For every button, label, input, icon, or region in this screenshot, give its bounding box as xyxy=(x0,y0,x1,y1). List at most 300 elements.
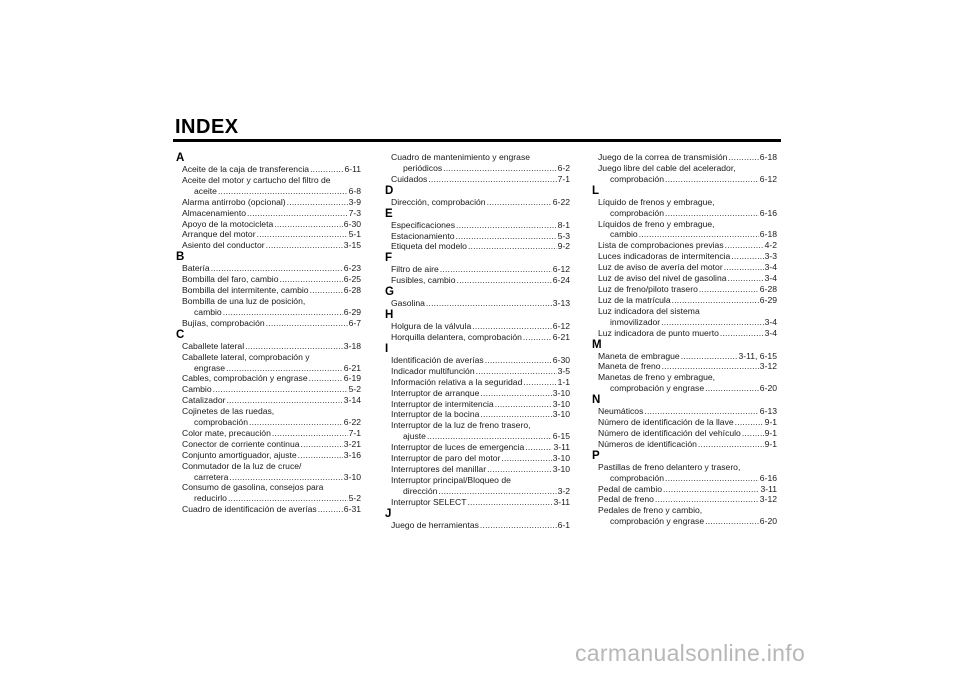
index-entry xyxy=(385,220,570,231)
entry-text: Pedal de cambio xyxy=(598,483,663,494)
entry-text: Cuadro de identificación de averías xyxy=(182,504,317,515)
entry-text: Interruptor de intermitencia xyxy=(391,398,494,409)
entry-text: Holgura de la válvula xyxy=(391,321,472,332)
index-entry xyxy=(176,341,361,352)
leader-dots xyxy=(705,516,759,527)
page-number: 4-2 xyxy=(764,240,777,251)
entry-text: reducirlo xyxy=(194,493,227,504)
index-entry xyxy=(385,366,570,377)
entry-text: comprobación y engrase xyxy=(610,516,705,527)
leader-dots xyxy=(495,399,552,410)
index-entry xyxy=(385,264,570,275)
leader-dots xyxy=(287,197,348,208)
index-entry xyxy=(385,355,570,366)
watermark: carmanualsonline.info xyxy=(575,640,806,666)
entry-text: Conmutador de la luz de cruce/ xyxy=(182,460,302,471)
entry-text: Horquilla delantera, comprobación xyxy=(391,331,522,342)
entry-text: inmovilizador xyxy=(610,316,661,327)
entry-text: Cuadro de mantenimiento y engrase xyxy=(391,152,531,162)
index-letter-heading: J xyxy=(385,507,392,520)
page-number: 6-23 xyxy=(343,263,361,274)
leader-dots xyxy=(731,251,763,262)
index-letter-heading: G xyxy=(385,286,394,299)
index-entry xyxy=(592,197,777,219)
index-entry xyxy=(592,428,777,439)
entry-text: cambio xyxy=(610,229,638,240)
page-number: 3-21 xyxy=(343,438,361,449)
entry-text: Bombilla de una luz de posición, xyxy=(182,295,306,306)
page-number: 3-13 xyxy=(552,298,570,309)
page-number: 6-18 xyxy=(759,229,777,240)
entry-text: Catalizador xyxy=(182,395,226,406)
page-number: 3-2 xyxy=(557,485,570,496)
leader-dots xyxy=(476,366,557,377)
page-number: 3-9 xyxy=(348,196,361,207)
leader-dots xyxy=(213,384,348,395)
index-entry xyxy=(385,442,570,453)
entry-text: carretera xyxy=(194,471,229,482)
page-number: 6-19 xyxy=(343,373,361,384)
page-number: 3-11, 6-15 xyxy=(738,350,777,361)
leader-dots xyxy=(310,285,343,296)
index-entry xyxy=(176,439,361,450)
leader-dots xyxy=(266,240,343,251)
page-number: 6-15 xyxy=(552,431,570,442)
page-number: 5-1 xyxy=(348,229,361,240)
entry-text: Indicador multifunción xyxy=(391,365,475,376)
leader-dots xyxy=(480,520,557,531)
leader-dots xyxy=(274,219,343,230)
entry-text: Cuidados xyxy=(391,173,428,184)
entry-text: Números de identificación xyxy=(598,438,697,449)
leader-dots xyxy=(720,328,764,339)
entry-text: Número de identificación del vehículo xyxy=(598,427,741,438)
page-number: 6-11 xyxy=(344,164,361,174)
leader-dots xyxy=(681,351,738,362)
page-number: 3-4 xyxy=(764,316,777,327)
index-entry xyxy=(385,275,570,286)
index-letter-heading: D xyxy=(385,184,394,197)
leader-dots xyxy=(699,284,759,295)
index-entry xyxy=(592,219,777,241)
page-number: 7-1 xyxy=(348,427,361,438)
leader-dots xyxy=(725,240,764,251)
index-letter-heading: C xyxy=(176,328,185,341)
leader-dots xyxy=(318,504,343,515)
page-number: 6-30 xyxy=(552,354,570,365)
leader-dots xyxy=(309,373,343,384)
leader-dots xyxy=(487,197,552,208)
index-entry xyxy=(592,406,777,417)
entry-text: Pedal de freno xyxy=(598,494,654,505)
page-number: 3-5 xyxy=(557,365,570,376)
leader-dots xyxy=(663,484,759,495)
entry-text: Gasolina xyxy=(391,298,425,309)
page-number: 6-18 xyxy=(759,152,777,162)
leader-dots xyxy=(662,361,759,372)
leader-dots xyxy=(480,388,551,399)
index-entry xyxy=(176,384,361,395)
entry-text: Luz de la matrícula xyxy=(598,294,671,305)
leader-dots xyxy=(487,464,552,475)
entry-text: periódicos xyxy=(403,162,443,173)
page-number: 6-31 xyxy=(343,504,361,515)
page-number: 5-3 xyxy=(557,230,570,241)
leader-dots xyxy=(280,274,343,285)
page-number: 9-1 xyxy=(764,427,777,438)
entry-text: Alarma antirrobo (opcional) xyxy=(182,196,286,207)
entry-text: Cambio xyxy=(182,384,212,395)
leader-dots xyxy=(223,307,343,318)
page-number: 8-1 xyxy=(557,219,570,230)
entry-text: aceite xyxy=(194,185,217,196)
leader-dots xyxy=(705,383,759,394)
index-entry xyxy=(385,420,570,442)
index-entry xyxy=(176,274,361,285)
page-number: 3-4 xyxy=(764,327,777,338)
index-entry xyxy=(385,152,570,174)
leader-dots xyxy=(427,431,552,442)
page-number: 6-29 xyxy=(759,294,777,305)
entry-text: Apoyo de la motocicleta xyxy=(182,218,274,229)
index-entry xyxy=(385,174,570,185)
index-column-3 xyxy=(592,152,777,527)
page-number: 3-4 xyxy=(764,262,777,273)
page-number: 6-16 xyxy=(759,472,777,483)
page-number: 6-7 xyxy=(348,317,361,328)
leader-dots xyxy=(229,472,342,483)
leader-dots xyxy=(655,494,759,505)
leader-dots xyxy=(523,332,552,343)
entry-text: Líquidos de freno y embrague, xyxy=(598,218,715,229)
entry-text: Líquido de frenos y embrague, xyxy=(598,196,715,207)
index-entry xyxy=(176,285,361,296)
entry-text: Información relativa a la seguridad xyxy=(391,376,523,387)
page-number: 6-2 xyxy=(557,162,570,173)
index-entry xyxy=(592,439,777,450)
index-entry xyxy=(592,262,777,273)
entry-text: Maneta de freno xyxy=(598,361,661,372)
index-entry xyxy=(592,152,777,163)
leader-dots xyxy=(665,208,759,219)
leader-dots xyxy=(443,163,556,174)
index-entry xyxy=(385,231,570,242)
index-letter-heading: A xyxy=(176,152,185,164)
index-entry xyxy=(592,295,777,306)
index-letter-heading: P xyxy=(592,449,600,462)
leader-dots xyxy=(266,318,348,329)
page-number: 7-1 xyxy=(557,173,570,184)
leader-dots xyxy=(480,409,551,420)
index-entry xyxy=(176,450,361,461)
index-entry xyxy=(176,428,361,439)
entry-text: Asiento del conductor xyxy=(182,240,265,251)
entry-text: comprobación xyxy=(610,472,664,483)
entry-text: comprobación xyxy=(610,173,664,184)
entry-text: Etiqueta del modelo xyxy=(391,241,467,252)
index-letter-heading: N xyxy=(592,394,601,407)
index-entry xyxy=(176,296,361,318)
entry-text: Batería xyxy=(182,263,210,274)
index-entry xyxy=(592,494,777,505)
entry-text: Número de identificación de la llave xyxy=(598,417,734,428)
entry-text: ajuste xyxy=(403,431,426,442)
index-entry xyxy=(176,175,361,197)
leader-dots xyxy=(456,275,551,286)
leader-dots xyxy=(468,241,557,252)
leader-dots xyxy=(218,186,348,197)
page-number: 6-25 xyxy=(343,274,361,285)
leader-dots xyxy=(661,317,763,328)
index-entry xyxy=(176,164,361,175)
entry-text: Manetas de freno y embrague, xyxy=(598,372,716,383)
index-entry xyxy=(592,462,777,484)
leader-dots xyxy=(472,321,552,332)
page-number: 3-12 xyxy=(759,361,777,372)
index-entry xyxy=(592,240,777,251)
index-entry xyxy=(176,197,361,208)
entry-text: Neumáticos xyxy=(598,406,644,417)
index-entry xyxy=(176,229,361,240)
leader-dots xyxy=(485,355,552,366)
index-entry xyxy=(592,361,777,372)
page-number: 3-12 xyxy=(759,494,777,505)
entry-text: Maneta de embrague xyxy=(598,350,680,361)
index-letter-heading: M xyxy=(592,338,602,351)
index-entry xyxy=(176,352,361,374)
entry-text: Interruptor de arranque xyxy=(391,387,480,398)
entry-text: Color mate, precaución xyxy=(182,427,271,438)
leader-dots xyxy=(226,395,342,406)
title-rule xyxy=(173,139,781,142)
entry-text: Lista de comprobaciones previas xyxy=(598,240,724,251)
index-entry xyxy=(592,417,777,428)
page-number: 6-30 xyxy=(343,218,361,229)
index-entry xyxy=(592,328,777,339)
entry-text: Aceite del motor y cartucho del filtro de xyxy=(182,174,331,185)
page-number: 3-10 xyxy=(552,463,570,474)
entry-text: comprobación xyxy=(610,207,664,218)
leader-dots xyxy=(272,428,348,439)
page-number: 6-8 xyxy=(348,185,361,196)
leader-dots xyxy=(728,273,764,284)
index-column-1 xyxy=(176,152,361,515)
entry-text: Pedales de freno y cambio, xyxy=(598,505,703,516)
entry-text: comprobación xyxy=(194,417,248,428)
leader-dots xyxy=(665,473,759,484)
entry-text: Interruptor de paro del motor xyxy=(391,453,501,464)
entry-text: Caballete lateral, comprobación y xyxy=(182,351,310,362)
entry-text: Bombilla del faro, cambio xyxy=(182,274,279,285)
index-entry xyxy=(385,520,570,531)
entry-text: Conector de corriente continua xyxy=(182,438,300,449)
entry-text: Caballete lateral xyxy=(182,340,245,351)
index-entry xyxy=(385,497,570,508)
index-entry xyxy=(176,373,361,384)
leader-dots xyxy=(245,341,343,352)
entry-text: Interruptor principal/Bloqueo de xyxy=(391,474,511,485)
index-entry xyxy=(385,241,570,252)
index-letter-heading: E xyxy=(385,207,393,220)
entry-text: Bombilla del intermitente, cambio xyxy=(182,285,309,296)
entry-text: Luz indicadora de punto muerto xyxy=(598,327,719,338)
index-letter-heading: B xyxy=(176,251,185,264)
page-number: 5-2 xyxy=(348,384,361,395)
leader-dots xyxy=(228,493,348,504)
entry-text: cambio xyxy=(194,306,222,317)
leader-dots xyxy=(456,231,557,242)
page-number: 6-21 xyxy=(343,362,361,373)
leader-dots xyxy=(301,439,343,450)
entry-text: Almacenamiento xyxy=(182,207,247,218)
leader-dots xyxy=(428,174,556,185)
index-entry xyxy=(385,321,570,332)
entry-text: Filtro de aire xyxy=(391,264,439,275)
page-number: 9-1 xyxy=(764,417,777,428)
index-entry xyxy=(176,504,361,515)
leader-dots xyxy=(644,406,758,417)
index-entry xyxy=(385,475,570,497)
page-number: 3-11 xyxy=(553,442,570,453)
page-number: 9-2 xyxy=(557,241,570,252)
leader-dots xyxy=(639,229,759,240)
index-entry xyxy=(592,273,777,284)
entry-text: Interruptor de la luz de freno trasero, xyxy=(391,420,531,431)
page-number: 6-28 xyxy=(759,283,777,294)
page-number: 3-16 xyxy=(343,449,361,460)
page-number: 3-14 xyxy=(343,395,361,406)
leader-dots xyxy=(728,152,758,163)
page-number: 6-13 xyxy=(759,406,777,417)
index-letter-heading: I xyxy=(385,342,389,355)
leader-dots xyxy=(249,417,343,428)
page-title: INDEX xyxy=(175,116,239,138)
page-number: 3-10 xyxy=(552,398,570,409)
leader-dots xyxy=(501,453,551,464)
page-number: 3-10 xyxy=(552,453,570,464)
page-number: 3-10 xyxy=(552,409,570,420)
page-number: 6-21 xyxy=(552,331,570,342)
index-entry xyxy=(592,351,777,362)
index-entry xyxy=(592,251,777,262)
index-entry xyxy=(385,332,570,343)
entry-text: engrase xyxy=(194,362,226,373)
index-entry xyxy=(176,482,361,504)
leader-dots xyxy=(525,442,552,453)
leader-dots xyxy=(298,450,343,461)
index-entry xyxy=(176,219,361,230)
page-number: 6-1 xyxy=(557,519,570,530)
index-entry xyxy=(385,377,570,388)
leader-dots xyxy=(211,263,343,274)
leader-dots xyxy=(426,298,552,309)
entry-text: Identificación de averías xyxy=(391,354,484,365)
entry-text: Cojinetes de las ruedas, xyxy=(182,406,275,417)
index-entry xyxy=(176,406,361,428)
leader-dots xyxy=(310,164,343,175)
entry-text: Consumo de gasolina, consejos para xyxy=(182,482,324,493)
entry-text: Pastillas de freno delantero y trasero, xyxy=(598,461,741,472)
entry-text: Luces indicadoras de intermitencia xyxy=(598,251,731,262)
entry-text: Interruptor de la bocina xyxy=(391,409,480,420)
page-number: 3-11 xyxy=(760,483,777,494)
entry-text: Bujías, comprobación xyxy=(182,317,265,328)
index-entry xyxy=(592,372,777,394)
entry-text: Juego de herramientas xyxy=(391,519,479,530)
entry-text: Luz de aviso del nivel de gasolina xyxy=(598,273,727,284)
entry-text: comprobación y engrase xyxy=(610,383,705,394)
index-entry xyxy=(385,298,570,309)
page-number: 6-24 xyxy=(552,275,570,286)
leader-dots xyxy=(724,262,764,273)
page-number: 3-4 xyxy=(764,273,777,284)
entry-text: Luz indicadora del sistema xyxy=(598,305,700,316)
entry-text: Juego de la correa de transmisión xyxy=(598,152,728,162)
entry-text: Arranque del motor xyxy=(182,229,256,240)
index-entry xyxy=(592,306,777,328)
page-number: 6-20 xyxy=(759,516,777,527)
page-number: 3-3 xyxy=(764,251,777,262)
page-number: 6-28 xyxy=(343,285,361,296)
entry-text: dirección xyxy=(403,485,438,496)
index-letter-heading: H xyxy=(385,309,394,322)
entry-text: Estacionamiento xyxy=(391,230,455,241)
index-entry xyxy=(176,263,361,274)
leader-dots xyxy=(742,428,764,439)
entry-text: Luz de aviso de avería del motor xyxy=(598,262,723,273)
entry-text: Fusibles, cambio xyxy=(391,275,456,286)
entry-text: Interruptor de luces de emergencia xyxy=(391,442,525,453)
entry-text: Conjunto amortiguador, ajuste xyxy=(182,449,297,460)
page-number: 6-12 xyxy=(552,321,570,332)
leader-dots xyxy=(247,208,348,219)
index-entry xyxy=(385,464,570,475)
index-entry xyxy=(176,395,361,406)
index-entry xyxy=(176,240,361,251)
page-number: 6-12 xyxy=(552,264,570,275)
index-entry xyxy=(592,484,777,495)
leader-dots xyxy=(456,220,557,231)
page-number: 3-18 xyxy=(343,340,361,351)
index-column-2 xyxy=(385,152,570,530)
entry-text: Cables, comprobación y engrase xyxy=(182,373,308,384)
leader-dots xyxy=(523,377,556,388)
leader-dots xyxy=(226,363,343,374)
index-letter-heading: F xyxy=(385,252,393,265)
entry-text: Interruptor SELECT xyxy=(391,496,467,507)
entry-text: Aceite de la caja de transferencia xyxy=(182,164,310,174)
entry-text: Dirección, comprobación xyxy=(391,196,486,207)
index-entry xyxy=(385,453,570,464)
entry-text: Luz de freno/piloto trasero xyxy=(598,283,698,294)
leader-dots xyxy=(665,174,759,185)
index-entry xyxy=(385,388,570,399)
index-entry xyxy=(176,318,361,329)
entry-text: Juego libre del cable del acelerador, xyxy=(598,162,736,173)
index-entry xyxy=(385,399,570,410)
index-entry xyxy=(176,461,361,483)
page-number: 6-16 xyxy=(759,207,777,218)
page-number: 6-20 xyxy=(759,383,777,394)
leader-dots xyxy=(467,497,552,508)
index-entry xyxy=(385,197,570,208)
leader-dots xyxy=(672,295,759,306)
page-number: 3-15 xyxy=(343,240,361,251)
index-entry xyxy=(592,284,777,295)
entry-text: Interruptores del manillar xyxy=(391,463,487,474)
leader-dots xyxy=(440,264,552,275)
index-entry xyxy=(592,505,777,527)
